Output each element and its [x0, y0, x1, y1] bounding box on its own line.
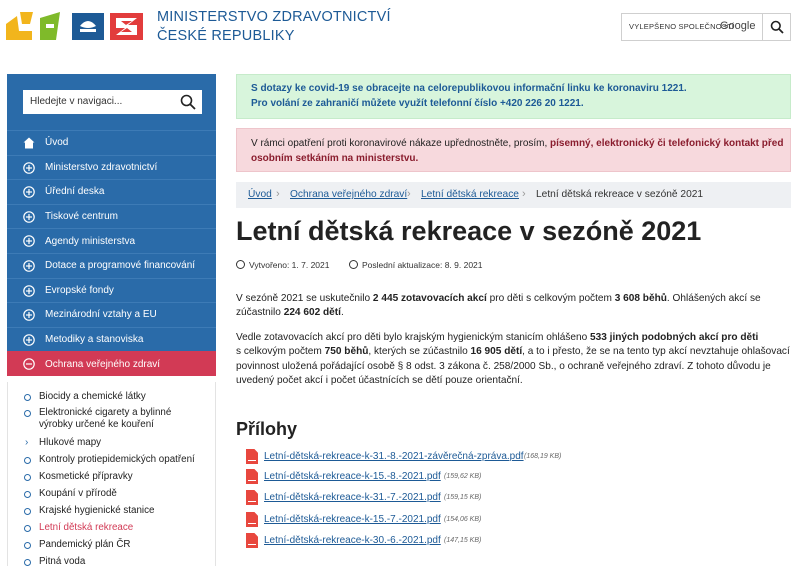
page-title: Letní dětská rekreace v sezóně 2021: [236, 216, 702, 246]
ministry-title-line1: MINISTERSTVO ZDRAVOTNICTVÍ: [157, 9, 391, 25]
updated-date: Poslední aktualizace: 8. 9. 2021: [349, 260, 483, 270]
clock-icon: [236, 260, 245, 269]
sidebar-search-area: [7, 74, 216, 130]
subnav-item-pitna-voda[interactable]: Pitná voda: [24, 556, 85, 566]
circle-bullet-icon: [24, 559, 31, 566]
sidebar-nav: [7, 130, 216, 376]
subnav-item-kontroly[interactable]: Kontroly protiepidemických opatření: [24, 454, 195, 466]
circle-bullet-icon: [24, 474, 31, 481]
plus-circle-icon: [23, 211, 35, 223]
breadcrumb-link-letni-rekreace[interactable]: Letní dětská rekreace: [421, 189, 519, 200]
notice-line: V rámci opatření proti koronavirové nákaze upřednostněte, prosím, písemný, elektronický či telefonický kontakt před: [251, 138, 784, 149]
subnav-item-elektronicke-cigarety[interactable]: Elektronické cigarety a bylinné výrobky určené ke kouření: [24, 407, 194, 431]
paragraph-other-events: Vedle zotavovacích akcí pro děti bylo krajským hygienickým stanicím ohlášeno 533 jiných podobných akcí pro děti s celkovým počtem 750 běhů, kterých se zúčastnilo 16 905 dětí, a to i přesto, že se na tento typ akcí nevztahuje ohlašovací povinnost uložená pořádající osobě § 8 odst. 3 zákona č. 258/2000 Sb., o ochraně veřejného zdraví. Z tohoto důvodu je uvedený počet akcí i počet účastnících se dětí pouze orientační.: [236, 332, 790, 387]
site-search-button[interactable]: [762, 14, 790, 40]
sidebar-item-dotace[interactable]: [7, 253, 216, 278]
minus-circle-icon: [23, 358, 35, 370]
subnav-item-krajske-hygienicke-stanice[interactable]: Krajské hygienické stanice: [24, 505, 154, 517]
attachment-size: (159,15 KB): [444, 494, 482, 501]
circle-bullet-icon: [24, 542, 31, 549]
attachment-size: (168,19 KB): [524, 453, 562, 460]
clock-icon: [349, 260, 358, 269]
sidebar-item-label: Metodiky a stanoviska: [45, 334, 144, 346]
plus-circle-icon: [23, 285, 35, 297]
circle-bullet-icon: [24, 457, 31, 464]
attachments-heading: Přílohy: [236, 419, 298, 439]
chevron-right-icon: ›: [25, 437, 29, 448]
sidebar-item-label: Ochrana veřejného zdraví: [45, 358, 161, 370]
notice-line: osobním setkáním na ministerstvu.: [251, 153, 419, 164]
sidebar-item-evropske-fondy[interactable]: [7, 278, 216, 303]
chevron-right-icon: ›: [407, 188, 411, 200]
plus-circle-icon: [23, 162, 35, 174]
attachment-size: (154,06 KB): [444, 516, 482, 523]
sidebar-item-uvod[interactable]: [7, 130, 216, 155]
attachment-link[interactable]: Letní-dětská-rekreace-k-31.-7.-2021.pdf: [264, 492, 441, 503]
sidebar-item-label: Úřední deska: [45, 186, 105, 198]
search-icon: [770, 20, 784, 34]
sidebar-item-label: Agendy ministerstva: [45, 235, 136, 247]
sidebar-item-label: Evropské fondy: [45, 284, 114, 296]
pdf-file-icon: [246, 469, 258, 484]
plus-circle-icon: [23, 260, 35, 272]
sidebar-item-label: Úvod: [45, 137, 69, 149]
search-icon[interactable]: [180, 94, 196, 110]
subnav-item-letni-detska-rekreace[interactable]: Letní dětská rekreace: [24, 522, 133, 534]
attachment-link[interactable]: Letní-dětská-rekreace-k-30.-6.-2021.pdf: [264, 535, 441, 546]
circle-bullet-icon: [24, 525, 31, 532]
attachment-link[interactable]: Letní-dětská-rekreace-k-15.-8.-2021.pdf: [264, 471, 441, 482]
attachment-link[interactable]: Letní-dětská-rekreace-k-15.-7.-2021.pdf: [264, 514, 441, 525]
notice-line: S dotazy ke covid-19 se obracejte na celorepublikovou informační linku ke koronaviru 1221.: [251, 83, 687, 94]
nav-search-placeholder: Hledejte v navigaci...: [30, 96, 123, 107]
breadcrumb-link-ochrana[interactable]: Ochrana veřejného zdraví: [290, 189, 408, 200]
plus-circle-icon: [23, 334, 35, 346]
pdf-file-icon: [246, 449, 258, 464]
circle-bullet-icon: [24, 410, 31, 417]
breadcrumb: [236, 182, 791, 208]
home-icon: [23, 137, 35, 149]
ministry-logo[interactable]: [6, 10, 144, 42]
sidebar-item-label: Dotace a programové financování: [45, 260, 196, 272]
subnav-item-pandemicky-plan[interactable]: Pandemický plán ČR: [24, 539, 130, 551]
created-date: Vytvořeno: 1. 7. 2021: [236, 260, 330, 270]
sidebar-item-label: Tiskové centrum: [45, 211, 118, 223]
circle-bullet-icon: [24, 508, 31, 515]
attachment-size: (159,62 KB): [444, 473, 482, 480]
breadcrumb-current: Letní dětská rekreace v sezóně 2021: [536, 189, 704, 200]
paragraph-summary: V sezóně 2021 se uskutečnilo 2 445 zotavovacích akcí pro děti s celkovým počtem 3 608 běhů. Ohlášených akcí se zúčastnilo 224 602 dětí.: [236, 293, 761, 319]
circle-bullet-icon: [24, 491, 31, 498]
chevron-right-icon: ›: [276, 188, 280, 200]
subnav-item-hlukove-mapy[interactable]: › Hlukové mapy: [25, 437, 102, 448]
ministry-title[interactable]: [157, 8, 391, 46]
sidebar-item-uredni-deska[interactable]: [7, 179, 216, 204]
sidebar-item-label: Ministerstvo zdravotnictví: [45, 161, 158, 173]
notice-line: Pro volání ze zahraničí můžete využít telefonní číslo +420 226 20 1221.: [251, 98, 584, 109]
breadcrumb-link-uvod[interactable]: Úvod: [248, 189, 272, 200]
ministry-title-line2: ČESKÉ REPUBLIKY: [157, 28, 295, 44]
nav-search-input[interactable]: [23, 90, 202, 114]
header: [0, 0, 800, 60]
plus-circle-icon: [23, 235, 35, 247]
plus-circle-icon: [23, 309, 35, 321]
pdf-file-icon: [246, 512, 258, 527]
subnav-item-biocidy[interactable]: Biocidy a chemické látky: [24, 391, 146, 403]
subnav-item-koupani[interactable]: Koupání v přírodě: [24, 488, 117, 500]
search-brand: Google: [720, 20, 756, 32]
sidebar-item-ochrana-verejneho-zdravi[interactable]: [7, 351, 216, 376]
circle-bullet-icon: [24, 394, 31, 401]
subnav-item-kosmeticke-pripravky[interactable]: Kosmetické přípravky: [24, 471, 133, 483]
sidebar: [7, 74, 216, 566]
sidebar-item-mezinarodni-vztahy[interactable]: [7, 302, 216, 327]
covid-info-notice: [236, 74, 791, 119]
sidebar-item-agendy[interactable]: [7, 228, 216, 253]
pdf-file-icon: [246, 490, 258, 505]
sidebar-subnav: [7, 382, 216, 566]
pdf-file-icon: [246, 533, 258, 548]
sidebar-item-label: Mezinárodní vztahy a EU: [45, 309, 157, 321]
sidebar-item-metodiky[interactable]: [7, 327, 216, 352]
contact-warning-notice: [236, 128, 791, 172]
plus-circle-icon: [23, 186, 35, 198]
attachment-size: (147,15 KB): [444, 537, 482, 544]
site-search-box[interactable]: [621, 13, 791, 41]
sidebar-item-tiskove-centrum[interactable]: [7, 204, 216, 229]
chevron-right-icon: ›: [522, 188, 526, 200]
search-label: VYLEPŠENO SPOLEČNOSTÍ: [629, 22, 735, 31]
sidebar-item-ministerstvo[interactable]: [7, 155, 216, 180]
attachment-link[interactable]: Letní-dětská-rekreace-k-31.-8.-2021-závěrečná-zpráva.pdf: [264, 451, 524, 462]
